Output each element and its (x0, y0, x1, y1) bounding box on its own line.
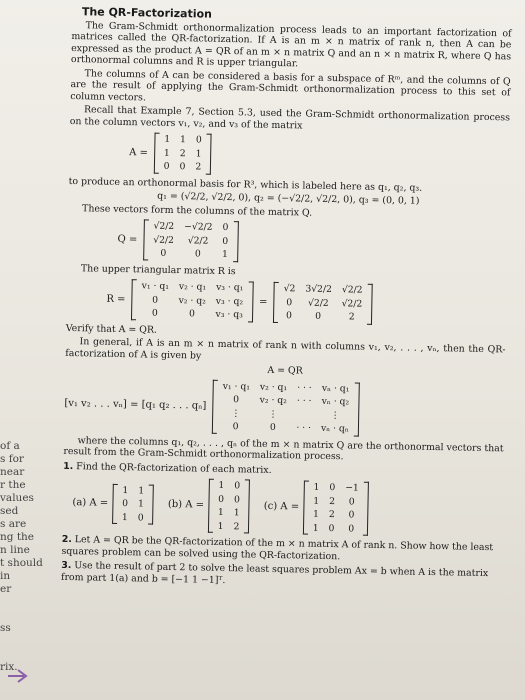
page-arrow-icon (6, 668, 32, 684)
matrix-r-symbolic (131, 279, 253, 322)
matrix-entry: 1 (195, 147, 202, 160)
matrix-body (213, 479, 246, 534)
matrix-entry: √2/2 (341, 297, 363, 310)
matrix-body (278, 282, 368, 324)
matrix-entry: 0 (348, 495, 355, 508)
matrix-entry: 0 (137, 512, 144, 524)
matrix-entry: 0 (269, 421, 276, 433)
matrix-entry: 0 (234, 480, 241, 492)
margin-fragment: of a (0, 440, 20, 452)
matrix-entry: 0 (286, 310, 293, 322)
exercise-2-text: Let A = QR be the QR-factorization of the m × n matrix A of rank n. Show how the least squares problem can be solved using the QR-factorization. (61, 534, 494, 562)
matrix-entry: −1 (345, 482, 359, 494)
recall-paragraph: Recall that Example 7, Section 5.3, used the Gram-Schmidt orthonormalization process on the column vectors v₁, v₂, and v₃ of the matrix (69, 104, 511, 131)
matrix-entry: 1 (312, 508, 319, 520)
matrix-entry: 2 (195, 161, 202, 173)
right-bracket (354, 382, 360, 436)
part-b-matrix (208, 479, 251, 534)
part-c-matrix (303, 481, 369, 536)
matrix-entry (292, 408, 317, 422)
matrix-entry: 1 (138, 485, 145, 497)
part-b (167, 478, 250, 534)
matrix-row (308, 508, 364, 523)
part-c (263, 480, 369, 536)
matrix-row (136, 306, 248, 322)
matrix-row (217, 420, 354, 436)
matrix-entry: 2 (348, 311, 355, 323)
matrix-row (278, 309, 367, 324)
matrix-body (159, 133, 207, 174)
matrix-entry: 1 (313, 481, 320, 493)
matrix-entry: ⋮ (231, 407, 241, 419)
matrix-entry: ⋮ (330, 409, 340, 421)
matrix-entry: 1 (137, 498, 145, 510)
where-paragraph: where the columns q₁, q₂, . . . , qₙ of the m × n matrix Q are the orthonormal vectors that result from the Gram-Schmidt orthonormalization process. (63, 434, 504, 463)
matrix-row (117, 497, 149, 511)
matrix-row (117, 511, 149, 525)
matrix-entry: √2/2 (187, 234, 209, 247)
matrix-entry: 1 (122, 484, 129, 496)
general-lhs: [v₁ v₂ . . . vₙ] = [q₁ q₂ . . . qₙ] (64, 397, 207, 412)
right-bracket (363, 482, 369, 536)
matrix-q-label: Q = (117, 233, 138, 245)
matrix-entry: 2 (329, 495, 336, 507)
matrix-entry: 0 (179, 161, 186, 173)
matrix-entry: −√2/2 (184, 221, 213, 233)
margin-fragment (0, 609, 48, 622)
matrix-body (148, 220, 234, 262)
matrix-q-equation (117, 219, 508, 267)
matrix-entry: 0 (163, 160, 170, 172)
right-bracket (233, 221, 239, 262)
part-c-label: (c) A = (263, 501, 300, 513)
matrix-entry: v₃ · q₂ (215, 295, 244, 307)
matrix-row (308, 494, 364, 509)
matrix-entry: 1 (313, 495, 320, 507)
margin-fragment: ng the (0, 531, 35, 543)
matrix-row (159, 146, 207, 160)
part-a-label: (a) A = (72, 497, 109, 510)
margin-fragment: in (0, 570, 11, 582)
matrix-body (136, 279, 248, 322)
matrix-row (159, 133, 207, 147)
matrix-entry: v₁ · q₁ (141, 280, 170, 292)
matrix-body (308, 481, 364, 536)
matrix-entry: 0 (286, 296, 293, 308)
matrix-entry: √2/2 (307, 297, 329, 309)
part-a-matrix (112, 484, 154, 525)
matrix-entry: 1 (312, 522, 319, 534)
matrix-entry: 0 (218, 493, 225, 505)
margin-fragment: er (0, 583, 12, 595)
general-r-matrix (212, 379, 360, 436)
margin-fragment: near (0, 466, 25, 478)
general-paragraph: In general, if A is an m × n matrix of rank n with columns v₁, v₂, . . . , vₙ, then the QR-factorization of A is given by (65, 336, 506, 362)
matrix-entry: 1 (217, 520, 224, 532)
matrix-entry: · · · (297, 381, 312, 394)
matrix-entry: 0 (160, 247, 167, 259)
margin-fragment: sed (0, 505, 19, 517)
matrix-entry: v₃ · q₁ (216, 281, 244, 294)
matrix-entry: 0 (233, 493, 241, 505)
previous-page-margin-text (0, 440, 48, 674)
matrix-entry: v₂ · q₁ (259, 381, 288, 393)
matrix-row (213, 506, 245, 520)
margin-fragment: s are (0, 518, 27, 530)
matrix-entry: 2 (179, 147, 186, 159)
matrix-entry: 1 (121, 511, 128, 523)
q-vectors: q₁ = (√2/2, √2/2, 0), q₂ = (−√2/2, √2/2, 0), q₃ = (0, 0, 1) (157, 190, 420, 207)
margin-fragment: r the (0, 479, 26, 491)
right-bracket (367, 284, 373, 325)
matrix-entry: 0 (232, 421, 239, 433)
matrix-entry: 0 (188, 308, 196, 320)
matrix-entry: √2/2 (341, 284, 363, 296)
margin-fragment (0, 596, 48, 609)
matrix-row (213, 492, 245, 506)
margin-fragment: n line (0, 544, 30, 556)
matrix-entry: 2 (328, 509, 335, 521)
matrix-entry: √2 (283, 283, 296, 295)
matrix-entry: √2/2 (153, 234, 175, 246)
section-heading: The QR-Factorization (81, 5, 213, 21)
exercise-1-text: Find the QR-factorization of each matrix. (76, 460, 272, 476)
matrix-body (217, 379, 355, 436)
page-content (61, 6, 512, 594)
margin-fragment: s for (0, 453, 24, 465)
margin-fragment: t should (0, 557, 43, 569)
exercise-1-parts (72, 476, 503, 538)
matrix-entry: 0 (152, 294, 159, 306)
margin-fragment (0, 635, 48, 648)
matrix-entry: 0 (195, 134, 202, 146)
matrix-entry: v₂ · q₁ (178, 281, 207, 293)
matrix-row (159, 160, 207, 174)
exercise-1-number: 1. (63, 460, 74, 472)
matrix-entry: 1 (233, 507, 240, 519)
margin-fragment: rix. (0, 661, 18, 673)
matrix-entry: vₙ · qₙ (320, 422, 349, 435)
equals-sign: = (258, 296, 268, 308)
matrix-entry: 0 (151, 307, 158, 319)
matrix-entry: 1 (179, 134, 187, 146)
matrix-entry: vₙ · q₁ (321, 382, 350, 394)
matrix-entry: 3√2/2 (305, 283, 333, 296)
part-b-label: (b) A = (167, 499, 205, 511)
matrix-entry: · · · (296, 422, 312, 434)
exercise-3 (61, 560, 501, 591)
matrix-entry: 0 (222, 221, 229, 234)
matrix-entry: 1 (163, 147, 170, 159)
verify-line: Verify that A = QR. (65, 322, 158, 336)
columns-of-q-paragraph: These vectors form the columns of the matrix Q. (82, 202, 313, 219)
matrix-entry: 0 (233, 394, 240, 406)
right-bracket (244, 479, 250, 533)
matrix-q (143, 219, 239, 261)
exercise-3-text: Use the result of part 2 to solve the least squares problem Ax = b when A is the matrix from part 1(a) and b = [−1 1 −1]ᵀ. (60, 560, 489, 586)
basis-paragraph: to produce an orthonormal basis for R³, which is labeled here as q₁, q₂, q₃. (68, 175, 423, 194)
margin-fragment: values (0, 492, 34, 504)
matrix-r-label: R = (106, 293, 126, 305)
matrix-row (148, 247, 233, 262)
matrix-entry: 2 (233, 520, 240, 532)
right-bracket (206, 134, 212, 175)
matrix-entry: 1 (221, 248, 228, 261)
matrix-r-equation (106, 279, 507, 327)
matrix-entry: 0 (194, 248, 201, 260)
matrix-entry: 1 (217, 506, 224, 519)
right-bracket (149, 484, 155, 525)
matrix-body (117, 484, 149, 525)
a-equals-qr: A = QR (267, 364, 303, 377)
matrix-entry: · · · (296, 395, 312, 407)
part-a (72, 483, 154, 525)
matrix-entry: v₂ · q₂ (178, 294, 206, 307)
matrix-entry: 0 (122, 498, 129, 510)
matrix-row (213, 479, 245, 493)
margin-fragment: ss (0, 622, 11, 634)
exercise-3-number: 3. (61, 559, 72, 572)
matrix-row (308, 481, 364, 496)
exercise-2-number: 2. (61, 533, 72, 546)
matrix-entry: 0 (222, 235, 229, 247)
matrix-entry: v₃ · q₃ (215, 308, 243, 321)
margin-fragment (0, 648, 48, 661)
matrix-entry: 0 (328, 522, 335, 534)
matrix-a (154, 133, 212, 175)
matrix-entry: v₁ · q₁ (222, 380, 251, 392)
matrix-row (308, 521, 364, 536)
matrix-entry: ⋮ (268, 408, 278, 420)
matrix-entry: 1 (164, 133, 171, 145)
upper-triangular-paragraph: The upper triangular matrix R is (80, 262, 236, 277)
right-bracket (248, 281, 254, 322)
matrix-a-label: A = (129, 146, 149, 158)
matrix-entry: 0 (329, 482, 336, 494)
matrix-entry: 0 (348, 522, 355, 535)
matrix-entry: 1 (218, 479, 225, 492)
general-factorization (64, 376, 505, 438)
intro-paragraph: The Gram-Schmidt orthonormalization process leads to an important factorization of matrices called the QR-factorization. If A is an m × n matrix of rank n, then A can be expressed as the product A = QR of an m × n matrix Q and an n × n matrix R, where Q has orthonormal columns and R is upper triangular. (70, 19, 512, 70)
matrix-entry: 0 (315, 310, 322, 322)
matrix-row (117, 484, 149, 498)
matrix-entry: √2/2 (153, 220, 175, 233)
matrix-entry: vₙ · q₂ (321, 395, 350, 408)
columns-paragraph: The columns of A can be considered a basis for a subspace of Rᵐ, and the columns of Q are the result of applying the Gram-Schmidt orthonormalization process to this set of column vectors. (70, 67, 511, 103)
matrix-entry: 0 (348, 509, 355, 521)
matrix-row (213, 519, 245, 533)
matrix-entry: v₂ · q₂ (259, 394, 288, 407)
matrix-a-equation (129, 132, 510, 180)
matrix-r-numeric (273, 282, 373, 324)
